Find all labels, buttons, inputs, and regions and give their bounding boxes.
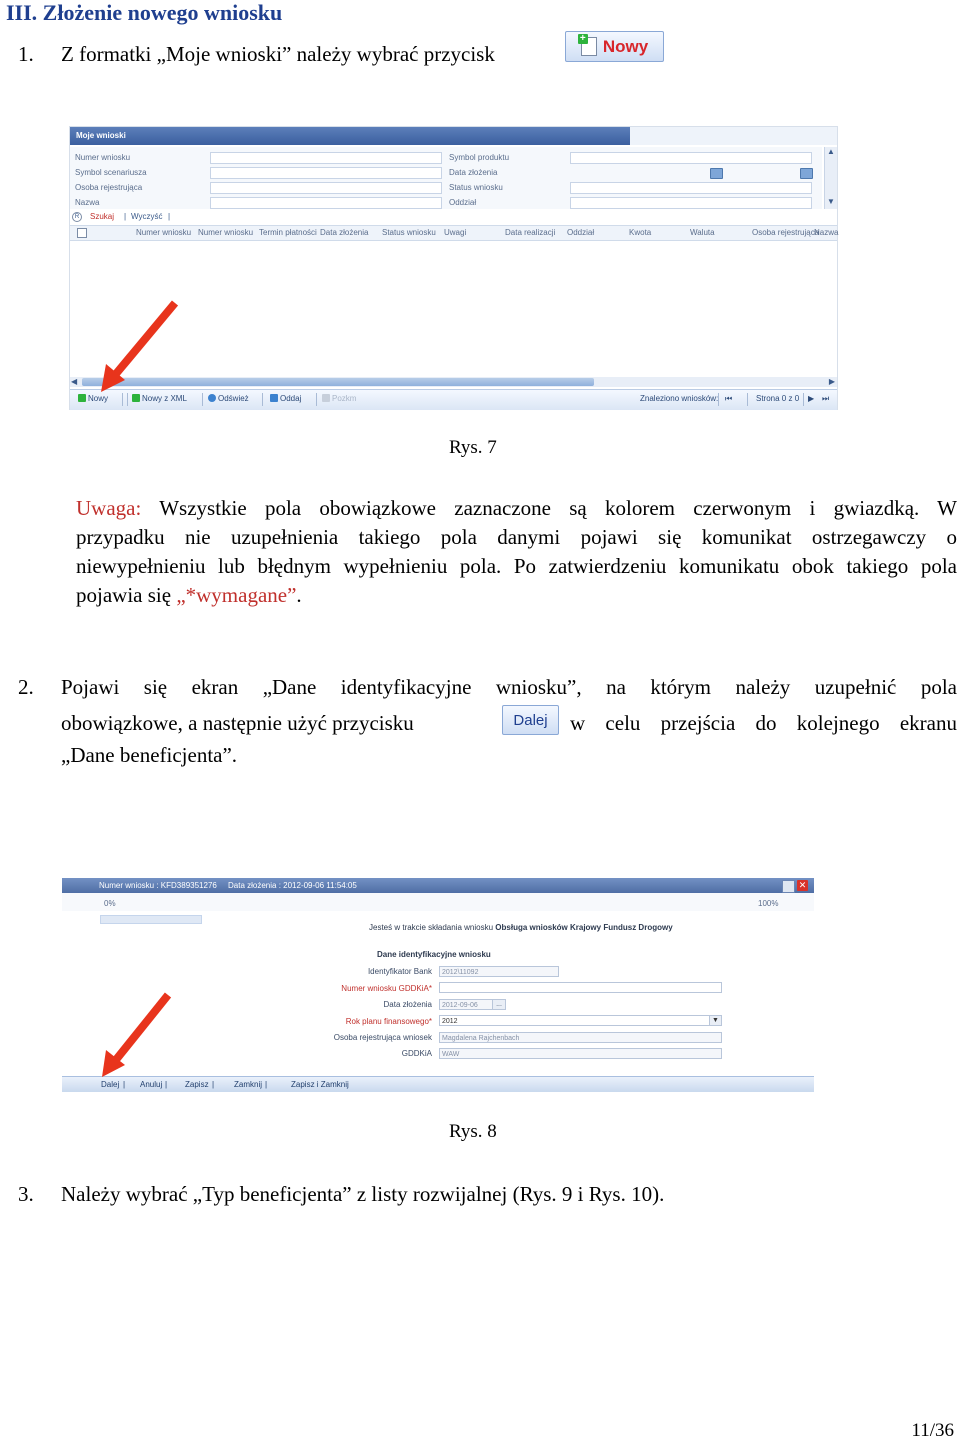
- column-header[interactable]: Numer wniosku: [198, 228, 254, 237]
- column-header[interactable]: Waluta: [690, 228, 715, 237]
- note-text-4: pojawia się: [76, 583, 172, 607]
- column-header[interactable]: Kwota: [629, 228, 652, 237]
- submission-date: Data złożenia : 2012-09-06 11:54:05: [228, 881, 357, 890]
- column-header[interactable]: Status wniosku: [382, 228, 436, 237]
- note-period: .: [296, 583, 302, 607]
- save-and-close-button[interactable]: Zapisz i Zamknij: [291, 1080, 349, 1089]
- column-header[interactable]: Uwagi: [444, 228, 467, 237]
- print-label: Pozkm: [332, 394, 357, 403]
- search-bar: R Szukaj | Wyczyść |: [70, 211, 837, 223]
- registering-person-field: Magdalena Rajchenbach: [439, 1032, 722, 1043]
- field-label: Osoba rejestrująca wniosek: [333, 1033, 432, 1042]
- stage-name: Obsługa wniosków Krajowy Fundusz Drogowy: [495, 923, 673, 932]
- date-picker-button[interactable]: ...: [492, 999, 506, 1010]
- scroll-up-icon[interactable]: ▲: [827, 147, 835, 156]
- note-text-1: Wszystkie pola obowiązkowe zaznaczone są kolorem czerwonym i gwiazdką. W: [159, 496, 957, 520]
- step-2-line-1: Pojawi się ekran „Dane identyfikacyjne wniosku”, na którym należy uzupełnić pola: [61, 675, 957, 699]
- reset-icon[interactable]: R: [72, 212, 82, 222]
- column-header[interactable]: Data złożenia: [320, 228, 369, 237]
- field-label: Numer wniosku GDDKiA*: [341, 984, 432, 993]
- save-button[interactable]: Zapisz: [185, 1080, 209, 1089]
- panel-title: Moje wnioski: [70, 127, 630, 145]
- progress-start: 0%: [104, 899, 116, 908]
- filter-label: Numer wniosku: [75, 153, 131, 162]
- column-header[interactable]: Oddział: [567, 228, 595, 237]
- field-label: Rok planu finansowego*: [345, 1017, 432, 1026]
- step-1-number: 1.: [18, 42, 34, 66]
- section-title-text: Dane identyfikacyjne wniosku: [377, 950, 491, 959]
- figure-caption-7: Rys. 7: [449, 437, 497, 458]
- last-page-icon[interactable]: ⏭: [822, 394, 830, 403]
- page-indicator: Strona 0 z 0: [756, 394, 800, 403]
- scroll-right-icon[interactable]: ▶: [828, 377, 835, 386]
- field-label: Identyfikator Bank: [367, 967, 432, 976]
- cancel-button[interactable]: Anuluj: [140, 1080, 163, 1089]
- step-3-text: Należy wybrać „Typ beneficjenta” z listy rozwijalnej (Rys. 9 i Rys. 10).: [61, 1182, 665, 1206]
- step-1-text: Z formatki „Moje wnioski” należy wybrać przycisk: [61, 42, 495, 66]
- found-count: Znaleziono wniosków:: [640, 394, 719, 403]
- note-line-2: przypadku nie uzupełnienia takiego pola danymi pojawi się komunikat ostrzegawczy o: [76, 525, 957, 549]
- new-button-label: Nowy: [602, 36, 649, 56]
- new-toolbar-label: Nowy: [88, 394, 109, 403]
- column-header[interactable]: Osoba rejestrująca: [752, 228, 820, 237]
- filter-label: Nazwa: [75, 198, 100, 207]
- next-button-label: Dalej: [513, 711, 548, 729]
- filter-label: Symbol produktu: [449, 153, 510, 162]
- page-number: 11/36: [911, 1420, 954, 1441]
- filter-label: Symbol scenariusza: [75, 168, 147, 177]
- figure-caption-8: Rys. 8: [449, 1121, 497, 1142]
- clear-button[interactable]: Wyczyść: [131, 212, 163, 221]
- first-page-icon[interactable]: ⏮: [725, 394, 733, 403]
- section-heading: III. Złożenie nowego wniosku: [6, 0, 283, 25]
- column-header[interactable]: Termin płatności: [259, 228, 317, 237]
- filter-label: Oddział: [449, 198, 477, 207]
- bank-id-field: 2012\11092: [439, 966, 559, 977]
- scroll-down-icon[interactable]: ▼: [827, 197, 835, 206]
- field-label: GDDKiA: [401, 1049, 432, 1058]
- note-line-3: niewypełnieniu lub błędnym wypełnieniu pola. Po zatwierdzeniu komunikatu obok takiego pola: [76, 554, 957, 578]
- close-icon[interactable]: ✕: [798, 880, 807, 890]
- new-document-icon: +: [581, 37, 597, 56]
- submit-label: Oddaj: [280, 394, 302, 403]
- filter-label: Status wniosku: [449, 183, 503, 192]
- column-header[interactable]: Nazwa: [814, 228, 839, 237]
- step-2-line-2a: obowiązkowe, a następnie użyć przycisku: [61, 711, 414, 735]
- step-2-line-2b: w celu przejścia do kolejnego ekranu: [570, 711, 957, 735]
- next-page-icon[interactable]: ▶: [808, 394, 815, 403]
- filter-label: Osoba rejestrująca: [75, 183, 143, 192]
- dropdown-arrow-icon[interactable]: ▼: [709, 1015, 721, 1026]
- search-button[interactable]: Szukaj: [90, 212, 115, 221]
- step-3-number: 3.: [18, 1182, 34, 1206]
- next-footer-button[interactable]: Dalej: [101, 1080, 120, 1089]
- scroll-left-icon[interactable]: ◀: [71, 377, 78, 386]
- column-header[interactable]: Numer wniosku: [136, 228, 192, 237]
- column-header[interactable]: Data realizacji: [505, 228, 556, 237]
- form-footer-toolbar: Dalej | Anuluj | Zapisz | Zamknij | Zapisz i Zamknij: [62, 1076, 814, 1092]
- application-number: Numer wniosku : KFD389351276: [99, 881, 217, 890]
- stage-prefix: Jesteś w trakcie składania wniosku: [369, 923, 494, 932]
- submission-date-field: 2012-09-06: [439, 999, 494, 1010]
- filter-label: Data złożenia: [449, 168, 498, 177]
- gddkia-field: WAW: [439, 1048, 722, 1059]
- required-marker-text: „*wymagane”: [176, 583, 297, 607]
- note-label: Uwaga:: [76, 496, 142, 520]
- close-button[interactable]: Zamknij: [234, 1080, 263, 1089]
- progress-end: 100%: [758, 899, 779, 908]
- new-xml-label: Nowy z XML: [142, 394, 187, 403]
- field-label: Data złożenia: [383, 1000, 432, 1009]
- refresh-label: Odśwież: [218, 394, 249, 403]
- step-2-number: 2.: [18, 675, 34, 699]
- financial-year-value: 2012: [442, 1018, 458, 1025]
- step-2-line-3: „Dane beneficjenta”.: [61, 743, 238, 767]
